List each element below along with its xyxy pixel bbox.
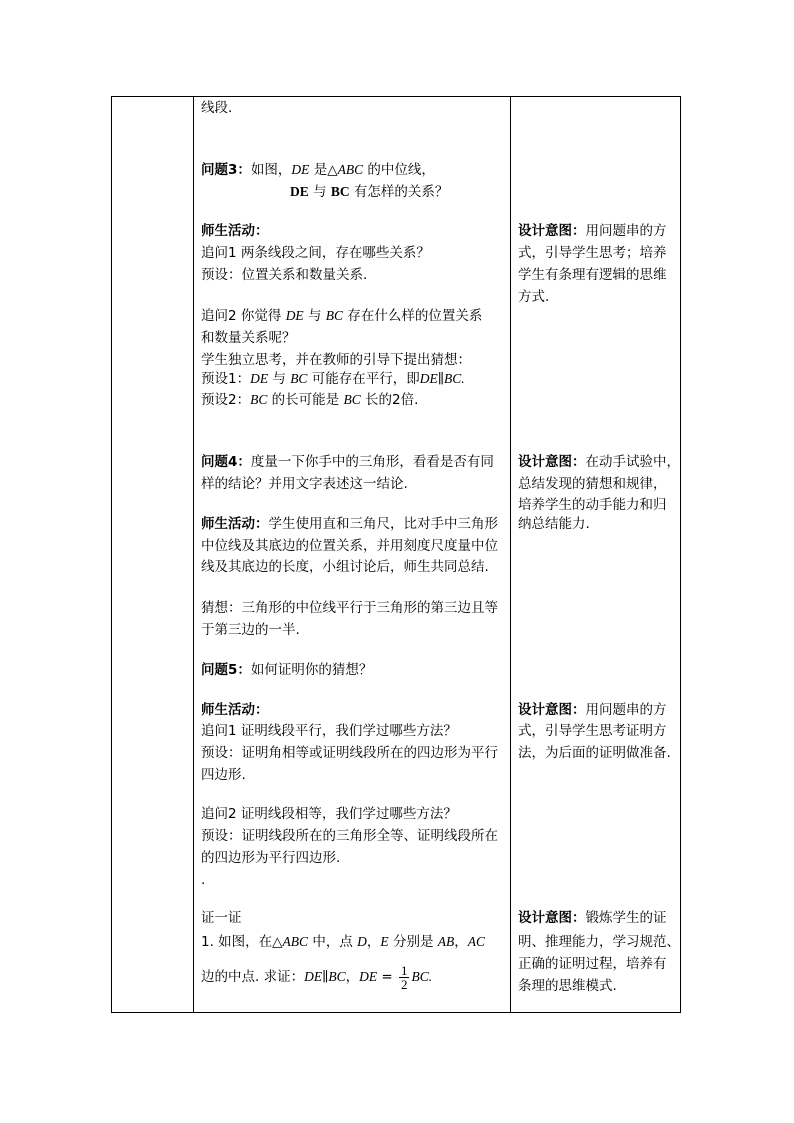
table-left-border	[111, 96, 112, 1013]
proof-l1-a: 1. 如图，在	[201, 934, 273, 950]
q4-l1: 度量一下你手中的三角形，看看是否有同	[250, 454, 494, 470]
activity-1-ask2-line2: 和数量关系呢？	[201, 330, 296, 346]
activity-2-line2: 中位线及其底边的位置关系，并用刻度尺度量中位	[201, 538, 498, 554]
table-right-border	[680, 96, 681, 1013]
q3-shi: 是	[309, 162, 328, 178]
proof-ac: AC	[467, 934, 486, 949]
p2-b: 可能存在平行，即	[311, 371, 420, 387]
intent-3-l1: 用问题串的方	[585, 702, 667, 718]
a1-de: DE	[285, 308, 304, 323]
activity-3-ask1: 追问1 证明线段平行，我们学过哪些方法？	[201, 723, 457, 739]
proof-l1-f: ，	[454, 934, 468, 950]
intent-1-line3: 学生有条理有逻辑的思维	[518, 267, 667, 283]
intent-1-line4: 方式.	[518, 289, 550, 305]
activity-3-preset1-line1: 预设：证明角相等或证明线段所在的四边形为平行	[201, 745, 498, 761]
proof-title: 证一证	[201, 910, 242, 926]
fraction-one-half	[399, 964, 410, 991]
a1-ask2-a: 追问2 你觉得	[201, 308, 282, 324]
intent-3-label: 设计意图：	[518, 702, 586, 718]
q3-yu: 与	[308, 184, 331, 200]
intent-3-line3: 法，为后面的证明做准备.	[518, 745, 671, 761]
table-bottom-border	[111, 1012, 681, 1013]
activity-1-preset3	[201, 389, 418, 411]
q3-zhong: 的中位线，	[363, 162, 435, 178]
intent-4-line3: 正确的证明过程，培养有	[518, 956, 667, 972]
p3-a: 预设2：	[201, 392, 251, 408]
proof-de: DE	[359, 969, 378, 984]
q3-rel: 有怎样的关系？	[349, 184, 449, 200]
table-divider-2	[510, 96, 511, 1013]
proof-ab: AB	[437, 934, 455, 949]
question-4-label: 问题4：	[201, 454, 251, 470]
p2-a: 预设1：	[201, 371, 251, 387]
intent-2-line3: 培养学生的动手能力和归	[518, 497, 667, 513]
continued-text: 线段.	[201, 100, 233, 116]
intent-2-label: 设计意图：	[518, 454, 586, 470]
p2-yu: 与	[272, 371, 286, 387]
activity-3-preset2-line1: 预设：证明线段所在的三角形全等、证明线段所在	[201, 828, 498, 844]
conjecture-line1: 猜想：三角形的中位线平行于三角形的第三边且等	[201, 600, 498, 616]
proof-l2-b: ，	[345, 969, 360, 985]
q3-de: DE	[291, 162, 310, 177]
q3-text-a: 如图，	[250, 162, 292, 178]
intent-2-line1	[518, 451, 680, 473]
question-4-line1	[201, 451, 494, 473]
intent-2-line2: 总结发现的猜想和规律，	[518, 476, 667, 492]
fraction-numerator: 1	[400, 962, 408, 978]
activity-3-ask2: 追问2 证明线段相等，我们学过哪些方法？	[201, 806, 457, 822]
proof-triangle: △ABC	[272, 934, 309, 949]
activity-3-preset2-line2: 的四边形为平行四边形.	[201, 850, 341, 866]
question-3-line2	[290, 181, 448, 203]
p3-b: 的长可能是	[271, 392, 340, 408]
p3-c: 长的2倍.	[365, 392, 419, 408]
intent-2-line4: 纳总结能力.	[518, 516, 590, 532]
proof-l1-b: 中，点	[308, 934, 358, 950]
proof-line2	[201, 962, 432, 992]
question-4-line2: 样的结论？并用文字表述这一结论.	[201, 476, 408, 492]
intent-1-line2: 式，引导学生思考；培养	[518, 245, 667, 261]
p2-de: DE	[250, 371, 269, 386]
intent-3-line2: 式，引导学生思考证明方	[518, 723, 667, 739]
question-3-line1	[201, 159, 435, 181]
conjecture-line2: 于第三边的一半.	[201, 622, 300, 638]
q3-triangle: △ABC	[327, 162, 364, 177]
q3-bc: BC	[330, 184, 350, 199]
a1-bc: BC	[325, 308, 344, 323]
proof-l1-c: ，	[366, 934, 381, 950]
proof-l2-a: 边的中点. 求证：	[201, 969, 305, 985]
question-5	[201, 659, 372, 681]
intent-4-line2: 明、推理能力，学习规范、	[518, 934, 680, 950]
a1-ask2-b: 存在什么样的位置关系	[347, 308, 483, 324]
intent-1-l1: 用问题串的方	[585, 223, 667, 239]
q5-text: 如何证明你的猜想？	[250, 662, 373, 678]
proof-eq: =	[377, 969, 397, 985]
proof-parallel: DE∥BC	[304, 969, 346, 984]
a1-yu: 与	[307, 308, 322, 324]
activity-3-preset1-line2: 四边形.	[201, 767, 246, 783]
activity-2-line3: 线及其底边的长度，小组讨论后，师生共同总结.	[201, 559, 489, 575]
question-5-label: 问题5：	[201, 662, 251, 678]
table-top-border	[111, 96, 681, 97]
activity-2-line1	[201, 513, 498, 535]
a2-l1: 学生使用直和三角尺，比对手中三角形	[268, 516, 498, 532]
activity-1-ask1: 追问1 两条线段之间，存在哪些关系？	[201, 245, 430, 261]
intent-4-l1: 锻炼学生的证	[585, 910, 667, 926]
p3-bc: BC	[250, 392, 268, 407]
intent-2-l1: 在动手试验中，	[585, 454, 680, 470]
proof-l1-d: 分别是	[388, 934, 438, 950]
proof-bc: BC.	[411, 969, 433, 984]
intent-4-line4: 条理的思维模式.	[518, 978, 617, 994]
activity-1-preset2	[201, 368, 465, 390]
intent-1-line1	[518, 220, 667, 242]
proof-d: D	[357, 934, 367, 949]
q3-de2: DE	[290, 184, 309, 199]
activity-1-preset1: 预设：位置关系和数量关系.	[201, 267, 368, 283]
proof-e: E	[380, 934, 389, 949]
intent-3-line1	[518, 699, 667, 721]
intent-4-line1	[518, 907, 667, 929]
activity-1-label: 师生活动：	[201, 223, 269, 239]
activity-3-dot: .	[201, 872, 206, 888]
proof-line1	[201, 931, 485, 953]
activity-1-ask2-line1	[201, 305, 482, 327]
p3-bc2: BC	[343, 392, 361, 407]
activity-2-label: 师生活动：	[201, 516, 269, 532]
question-3-label: 问题3：	[201, 162, 251, 178]
fraction-denominator: 2	[400, 976, 408, 992]
table-divider-1	[193, 96, 194, 1013]
intent-4-label: 设计意图：	[518, 910, 586, 926]
p2-bc: BC	[290, 371, 308, 386]
intent-1-label: 设计意图：	[518, 223, 586, 239]
p2-parallel: DE∥BC.	[419, 371, 465, 386]
activity-3-label: 师生活动：	[201, 702, 269, 718]
activity-1-think: 学生独立思考，并在教师的引导下提出猜想：	[201, 352, 471, 368]
